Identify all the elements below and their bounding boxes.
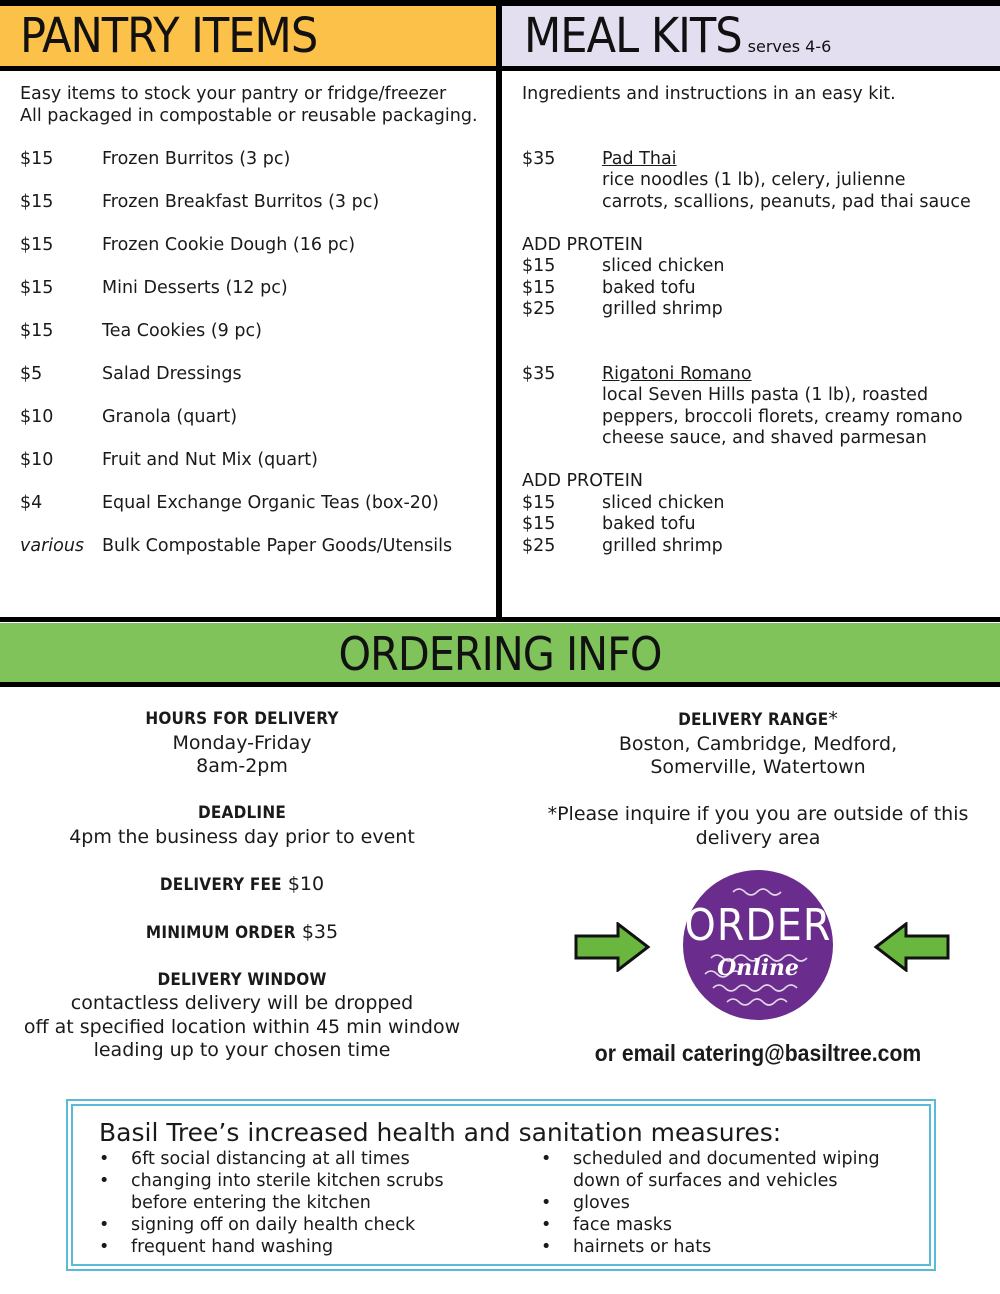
email-contact-link[interactable]: or email catering@basiltree.com — [594, 1040, 922, 1066]
pantry-header — [0, 6, 496, 66]
pantry-list — [20, 149, 490, 558]
item-name: Salad Dressings — [102, 363, 242, 384]
item-price: $5 — [20, 363, 43, 384]
pantry-item — [20, 321, 490, 343]
health-list-left — [99, 1148, 444, 1258]
window-line: leading up to your chosen time — [93, 1039, 391, 1061]
protein-price: $15 — [522, 256, 556, 276]
fee-value: $10 — [281, 872, 325, 895]
mealkits-title: MEAL KITS — [524, 8, 742, 64]
range-note-line: delivery area — [695, 826, 821, 849]
kit-desc-line: rice noodles (1 lb), celery, julienne — [602, 170, 906, 190]
pantry-column — [20, 84, 490, 557]
range-star: * — [828, 708, 838, 730]
deadline-text: 4pm the business day prior to event — [69, 825, 415, 848]
arrow-left-icon — [872, 922, 950, 972]
fee-label: DELIVERY FEE — [159, 874, 282, 895]
list-item: • face masks — [541, 1214, 880, 1236]
hours-line: Monday-Friday — [172, 731, 312, 754]
range-heading — [516, 708, 1000, 733]
ordering-right — [516, 708, 1000, 850]
item-name: Fruit and Nut Mix (quart) — [102, 449, 318, 470]
item-name: Tea Cookies (9 pc) — [102, 320, 262, 341]
list-item-continued: down of surfaces and vehicles — [573, 1171, 838, 1191]
item-price: $4 — [20, 492, 43, 513]
protein-name: grilled shrimp — [602, 299, 723, 319]
range-label: DELIVERY RANGE — [678, 710, 829, 730]
item-price: $15 — [20, 191, 54, 212]
minimum-order — [0, 921, 484, 946]
pantry-item — [20, 192, 490, 214]
protein-price: $15 — [522, 492, 556, 513]
item-price: $15 — [20, 234, 54, 255]
pantry-item — [20, 536, 490, 558]
item-name: Frozen Cookie Dough (16 pc) — [102, 234, 356, 255]
ordering-bottom-rule — [0, 682, 1000, 687]
item-name: Equal Exchange Organic Teas (box-20) — [102, 492, 439, 513]
item-price: $10 — [20, 449, 54, 470]
protein-price: $25 — [522, 299, 556, 319]
protein-price: $15 — [522, 277, 556, 298]
list-item: • scheduled and documented wiping — [541, 1148, 880, 1170]
kit-price: $35 — [522, 148, 556, 169]
ordering-title: ORDERING INFO — [338, 627, 662, 681]
item-price: various — [20, 535, 85, 556]
list-item: • hairnets or hats — [541, 1236, 880, 1258]
kit-desc-line: carrots, scallions, peanuts, pad thai sauce — [602, 191, 971, 212]
kit-desc-line: cheese sauce, and shaved parmesan — [602, 428, 927, 448]
add-protein-label: ADD PROTEIN — [522, 471, 643, 491]
range-note-line: *Please inquire if you you are outside of this — [547, 803, 969, 825]
pantry-intro — [20, 84, 490, 127]
pantry-title: PANTRY ITEMS — [20, 8, 318, 64]
mealkits-header — [502, 6, 1000, 66]
add-protein-label: ADD PROTEIN — [522, 234, 643, 255]
pantry-item — [20, 407, 490, 429]
ordering-left — [0, 708, 484, 1063]
window-line: off at specified location within 45 min window — [23, 1015, 461, 1038]
item-price: $15 — [20, 320, 54, 341]
range-line: Boston, Cambridge, Medford, — [618, 732, 898, 755]
mealkits-subtitle: serves 4-6 — [747, 37, 832, 56]
kit-name: Pad Thai — [602, 148, 677, 169]
pantry-intro-line: All packaged in compostable or reusable packaging. — [20, 105, 478, 126]
hours-line: 8am-2pm — [196, 755, 288, 777]
list-item: • changing into sterile kitchen scrubs — [99, 1170, 444, 1192]
protein-price: $15 — [522, 514, 556, 534]
hours-label: HOURS FOR DELIVERY — [145, 709, 339, 729]
logo-online-text: Online — [717, 955, 799, 981]
logo-order-text: ORDER — [684, 900, 832, 951]
kit-desc-line: local Seven Hills pasta (1 lb), roasted — [602, 385, 929, 405]
deadline-label: DEADLINE — [198, 803, 286, 823]
delivery-fee — [0, 873, 484, 898]
item-price: $15 — [20, 148, 54, 169]
pantry-item — [20, 235, 490, 257]
minimum-value: $35 — [295, 920, 339, 943]
minimum-label: MINIMUM ORDER — [145, 922, 296, 943]
health-list-right — [541, 1148, 880, 1258]
ordering-top-rule — [0, 617, 1000, 622]
pantry-item — [20, 450, 490, 472]
health-measures-box — [66, 1099, 936, 1271]
list-item: • signing off on daily health check — [99, 1214, 444, 1236]
window-line: contactless delivery will be dropped — [70, 992, 414, 1014]
protein-name: grilled shrimp — [602, 535, 723, 556]
range-line: Somerville, Watertown — [650, 756, 866, 778]
protein-price: $25 — [522, 535, 556, 556]
arrow-right-icon — [574, 922, 652, 972]
protein-name: baked tofu — [602, 514, 696, 534]
pantry-intro-line: Easy items to stock your pantry or fridge/freezer — [20, 84, 447, 104]
protein-name: sliced chicken — [602, 256, 725, 276]
item-name: Bulk Compostable Paper Goods/Utensils — [102, 535, 453, 556]
mealkit-padthai — [522, 149, 994, 321]
order-online-button[interactable] — [683, 870, 833, 1020]
list-item: • frequent hand washing — [99, 1236, 444, 1258]
item-price: $10 — [20, 406, 54, 427]
ordering-header — [0, 623, 1000, 683]
column-divider — [496, 0, 502, 620]
window-label: DELIVERY WINDOW — [157, 969, 327, 990]
pantry-item — [20, 493, 490, 515]
kit-desc-line: peppers, broccoli florets, creamy romano — [602, 406, 963, 427]
mealkits-title-wrap — [524, 8, 831, 64]
item-name: Frozen Burritos (3 pc) — [102, 148, 291, 169]
list-item: • 6ft social distancing at all times — [99, 1148, 444, 1170]
mealkits-intro: Ingredients and instructions in an easy kit. — [522, 84, 896, 104]
item-name: Mini Desserts (12 pc) — [102, 277, 288, 298]
item-price: $15 — [20, 277, 54, 298]
kit-name: Rigatoni Romano — [602, 363, 752, 384]
item-name: Frozen Breakfast Burritos (3 pc) — [102, 191, 380, 212]
pantry-item — [20, 364, 490, 386]
item-name: Granola (quart) — [102, 406, 238, 427]
mealkit-rigatoni — [522, 364, 994, 558]
list-item-continued: before entering the kitchen — [131, 1193, 371, 1213]
health-title: Basil Tree’s increased health and sanitation measures: — [99, 1118, 782, 1147]
pantry-item — [20, 149, 490, 171]
mealkits-column — [522, 84, 994, 557]
pantry-item — [20, 278, 490, 300]
list-item: • gloves — [541, 1192, 880, 1214]
kit-price: $35 — [522, 363, 556, 384]
protein-name: sliced chicken — [602, 492, 725, 513]
protein-name: baked tofu — [602, 277, 696, 298]
